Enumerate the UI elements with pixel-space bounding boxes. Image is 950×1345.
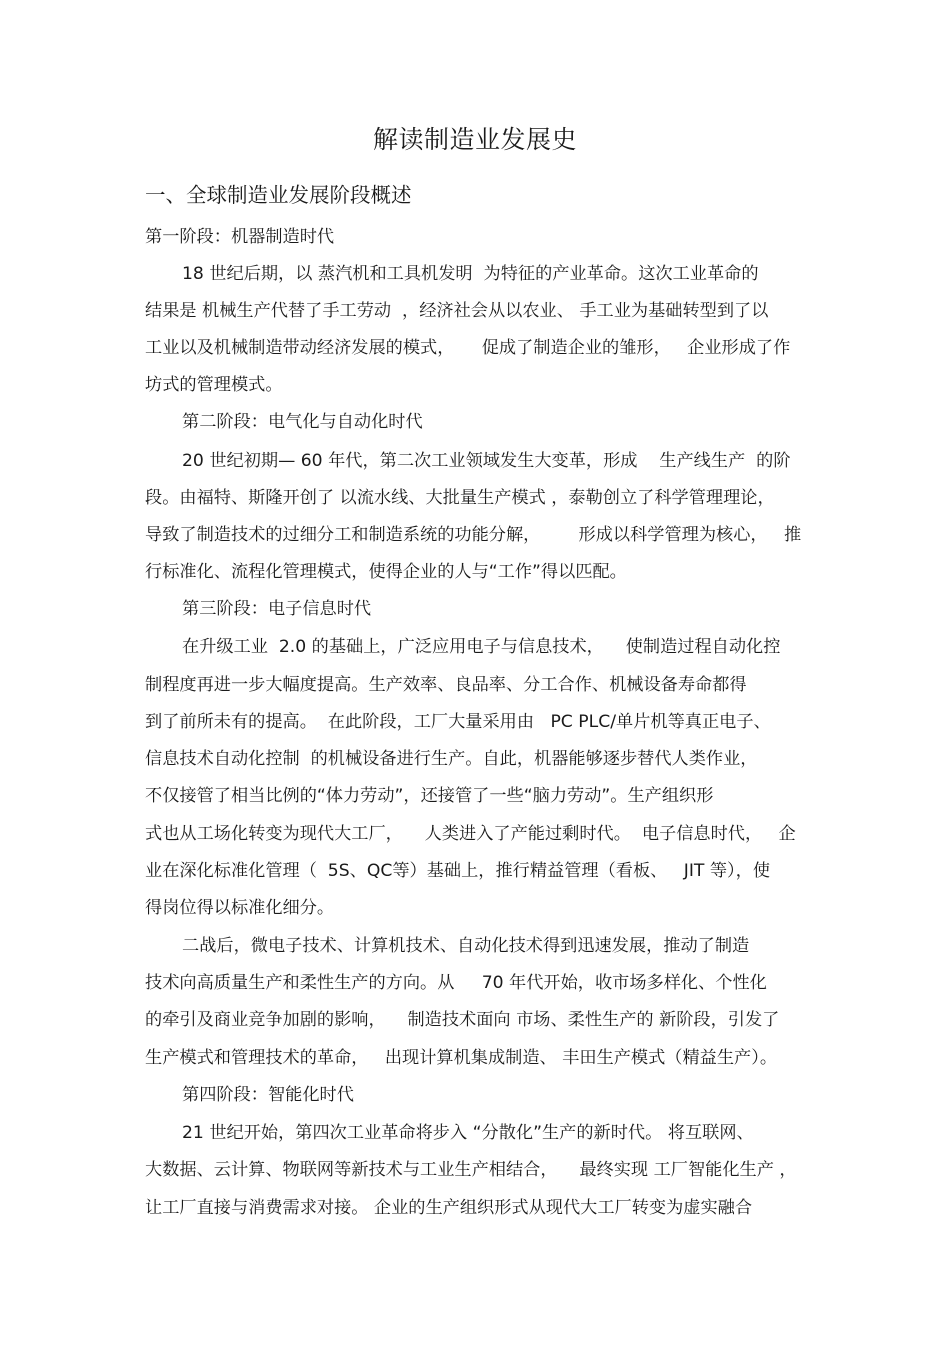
paragraph-line: 行标准化、流程化管理模式，使得企业的人与“工作”得以匹配。 [145,562,627,582]
paragraph-line: 不仅接管了相当比例的“体力劳动”，还接管了一些“脑力劳动”。生产组织形 [145,786,714,806]
paragraph-line: 式也从工场化转变为现代大工厂， 人类进入了产能过剩时代。 电子信息时代， 企 [145,824,796,844]
stage-heading: 第一阶段：机器制造时代 [145,227,335,247]
paragraph-line: 21 世纪开始，第四次工业革命将步入 “分散化”生产的新时代。 将互联网、 [182,1123,754,1143]
paragraph-line: 得岗位得以标准化细分。 [145,898,335,918]
stage-heading: 第二阶段：电气化与自动化时代 [182,412,423,432]
paragraph-line: 业在深化标准化管理（ 5S、QC等）基础上，推行精益管理（看板、 JIT 等），使 [145,861,771,881]
paragraph-line: 二战后，微电子技术、计算机技术、自动化技术得到迅速发展，推动了制造 [182,936,750,956]
paragraph-line: 段。由福特、斯隆开创了 以流水线、大批量生产模式 ，泰勒创立了科学管理理论， [145,488,775,508]
paragraph-line: 工业以及机械制造带动经济发展的模式， 促成了制造企业的雏形， 企业形成了作 [145,338,791,358]
paragraph-line: 大数据、云计算、物联网等新技术与工业生产相结合， 最终实现 工厂智能化生产 ， [145,1160,797,1180]
paragraph-line: 生产模式和管理技术的革命， 出现计算机集成制造、 丰田生产模式（精益生产）。 [145,1048,778,1068]
section-heading: 一、全球制造业发展阶段概述 [145,183,412,207]
document-title: 解读制造业发展史 [372,125,577,154]
paragraph-line: 的牵引及商业竞争加剧的影响， 制造技术面向 市场、柔性生产的 新阶段，引发了 [145,1010,780,1030]
paragraph-line: 18 世纪后期，以 蒸汽机和工具机发明 为特征的产业革命。这次工业革命的 [182,264,759,284]
stage-heading: 第四阶段：智能化时代 [182,1085,354,1105]
paragraph-line: 坊式的管理模式。 [145,375,283,395]
paragraph-line: 结果是 机械生产代替了手工劳动 ，经济社会从以农业、 手工业为基础转型到了以 [145,301,769,321]
stage-heading: 第三阶段：电子信息时代 [182,599,372,619]
paragraph-line: 信息技术自动化控制 的机械设备进行生产。自此，机器能够逐步替代人类作业， [145,749,758,769]
paragraph-line: 到了前所未有的提高。 在此阶段，工厂大量采用由 PC PLC/单片机等真正电子、 [145,712,771,732]
paragraph-line: 技术向高质量生产和柔性生产的方向。从 70 年代开始，收市场多样化、个性化 [145,973,767,993]
paragraph-line: 20 世纪初期— 60 年代，第二次工业领域发生大变革，形成 生产线生产 的阶 [182,451,791,471]
paragraph-line: 导致了制造技术的过细分工和制造系统的功能分解， 形成以科学管理为核心， 推 [145,525,802,545]
paragraph-line: 在升级工业 2.0 的基础上，广泛应用电子与信息技术， 使制造过程自动化控 [182,637,781,657]
paragraph-line: 让工厂直接与消费需求对接。 企业的生产组织形式从现代大工厂转变为虚实融合 [145,1198,753,1218]
paragraph-line: 制程度再进一步大幅度提高。生产效率、良品率、分工合作、机械设备寿命都得 [145,675,747,695]
